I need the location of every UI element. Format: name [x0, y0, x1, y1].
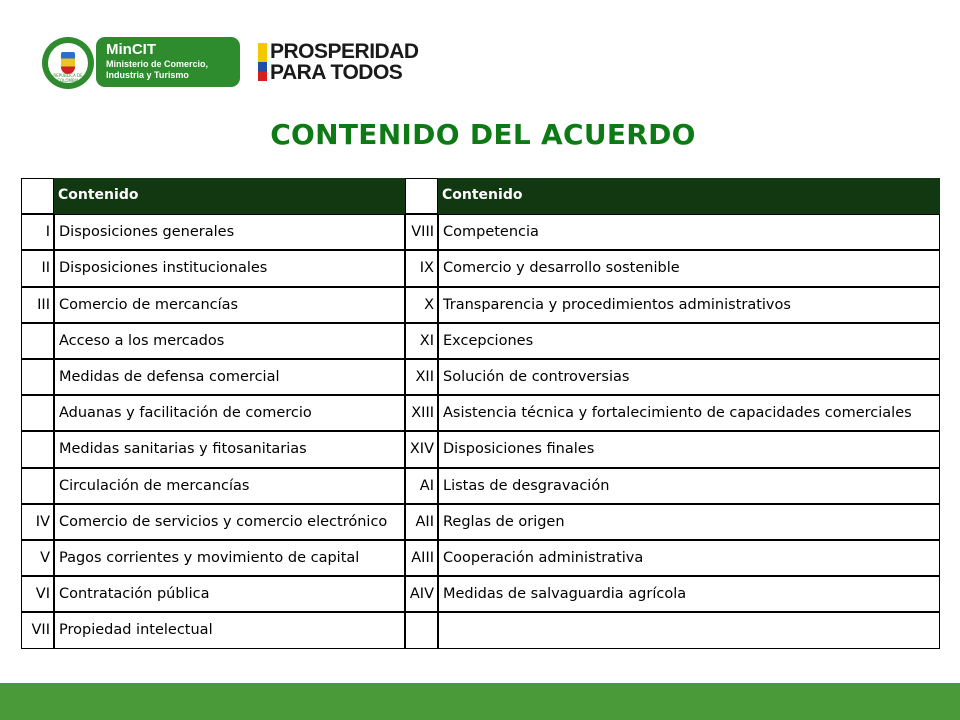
right-chapter-number: X — [405, 287, 438, 323]
left-chapter-number: I — [21, 214, 54, 250]
right-chapter-title: Listas de desgravación — [438, 468, 940, 504]
mincit-title: MinCIT — [106, 41, 156, 58]
right-chapter-number: XI — [405, 323, 438, 359]
page-title: CONTENIDO DEL ACUERDO — [270, 118, 696, 151]
left-chapter-title: Medidas de defensa comercial — [54, 359, 405, 395]
prosperidad-line2: PARA TODOS — [270, 61, 403, 84]
coat-of-arms-icon — [61, 52, 75, 74]
colombia-flag-icon — [258, 43, 267, 81]
left-chapter-title: Disposiciones generales — [54, 214, 405, 250]
right-chapter-number: IX — [405, 250, 438, 286]
left-chapter-title: Comercio de servicios y comercio electrónico — [54, 504, 405, 540]
right-chapter-number: AIII — [405, 540, 438, 576]
left-chapter-number — [21, 359, 54, 395]
left-chapter-title: Propiedad intelectual — [54, 612, 405, 648]
left-chapter-number: II — [21, 250, 54, 286]
left-chapter-number: VII — [21, 612, 54, 648]
right-chapter-number: XIII — [405, 395, 438, 431]
left-chapter-number — [21, 431, 54, 467]
left-chapter-title: Circulación de mercancías — [54, 468, 405, 504]
left-chapter-number: IV — [21, 504, 54, 540]
right-chapter-title: Cooperación administrativa — [438, 540, 940, 576]
right-chapter-title: Disposiciones finales — [438, 431, 940, 467]
prosperidad-line1: PROSPERIDAD — [270, 40, 419, 63]
seal-text: REPÚBLICA DE COLOMBIA — [53, 73, 83, 83]
mincit-subtitle: Ministerio de Comercio, Industria y Turismo — [106, 59, 209, 80]
left-chapter-title: Aduanas y facilitación de comercio — [54, 395, 405, 431]
right-chapter-number — [405, 612, 438, 648]
right-chapter-title: Competencia — [438, 214, 940, 250]
left-chapter-number — [21, 395, 54, 431]
left-chapter-title: Medidas sanitarias y fitosanitarias — [54, 431, 405, 467]
mincit-logo — [96, 37, 240, 87]
left-chapter-title: Comercio de mercancías — [54, 287, 405, 323]
right-header-cell: Contenido — [438, 178, 940, 214]
left-chapter-number: III — [21, 287, 54, 323]
right-chapter-number: XIV — [405, 431, 438, 467]
left-chapter-title: Pagos corrientes y movimiento de capital — [54, 540, 405, 576]
right-chapter-title: Comercio y desarrollo sostenible — [438, 250, 940, 286]
right-chapter-number: XII — [405, 359, 438, 395]
left-chapter-number: VI — [21, 576, 54, 612]
right-chapter-title: Medidas de salvaguardia agrícola — [438, 576, 940, 612]
right-chapter-title — [438, 612, 940, 648]
right-chapter-number: AIV — [405, 576, 438, 612]
left-chapter-number — [21, 323, 54, 359]
colombia-seal-logo — [42, 37, 94, 89]
left-chapter-number: V — [21, 540, 54, 576]
right-chapter-number: AII — [405, 504, 438, 540]
right-chapter-title: Excepciones — [438, 323, 940, 359]
right-chapter-number: VIII — [405, 214, 438, 250]
left-chapter-title: Acceso a los mercados — [54, 323, 405, 359]
right-header-number-cell — [405, 178, 438, 214]
right-chapter-title: Solución de controversias — [438, 359, 940, 395]
right-chapter-number: AI — [405, 468, 438, 504]
left-chapter-title: Contratación pública — [54, 576, 405, 612]
left-header-cell: Contenido — [54, 178, 405, 214]
right-chapter-title: Transparencia y procedimientos administrativos — [438, 287, 940, 323]
right-chapter-title: Reglas de origen — [438, 504, 940, 540]
footer-bar — [0, 683, 960, 720]
left-header-number-cell — [21, 178, 54, 214]
right-chapter-title: Asistencia técnica y fortalecimiento de capacidades comerciales — [438, 395, 940, 431]
left-chapter-title: Disposiciones institucionales — [54, 250, 405, 286]
seal-inner — [48, 43, 88, 83]
left-chapter-number — [21, 468, 54, 504]
